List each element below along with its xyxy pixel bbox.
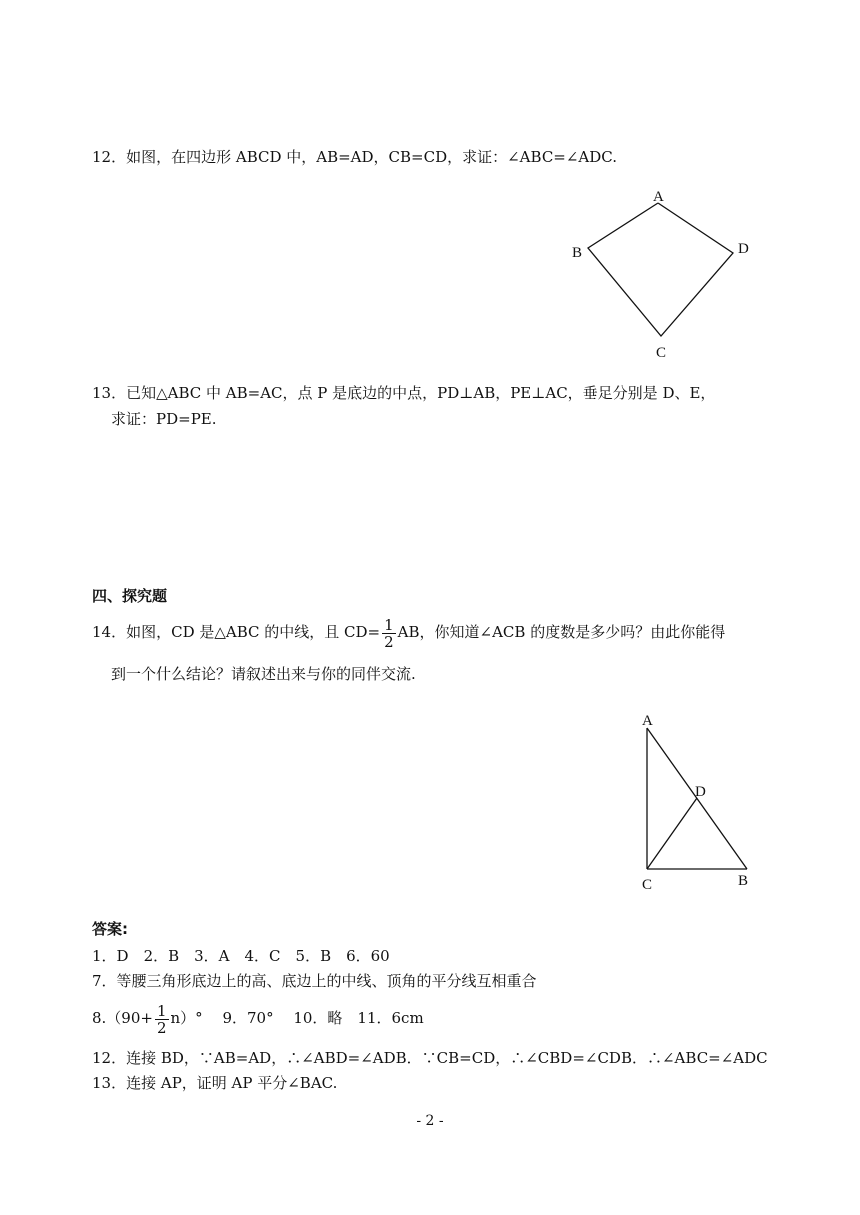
answers-line-1: 1．D 2．B 3．A 4．C 5．B 6．60: [92, 947, 390, 965]
fig14-label-a: A: [642, 713, 653, 729]
answers-line-3: [92, 998, 424, 1038]
fig12-label-a: A: [653, 189, 664, 205]
answers-8-fraction-denominator: 2: [156, 1018, 167, 1037]
question-13-line-1: 13．已知△ABC 中 AB=AC，点 P 是底边的中点，PD⊥AB，PE⊥AC，垂足分别是 D、E，: [92, 384, 716, 402]
fig12-label-c: C: [656, 345, 667, 361]
answers-8-fraction: [155, 1003, 169, 1036]
segment-cd: [647, 798, 697, 869]
fig14-label-c: C: [642, 877, 653, 893]
fig14-label-b: B: [738, 873, 749, 889]
section-4-title: 四、探究题: [92, 587, 168, 605]
fig14-label-d: D: [695, 784, 706, 800]
answers-line-5: 13．连接 AP，证明 AP 平分∠BAC.: [92, 1074, 338, 1092]
question-13-line-2: 求证：PD=PE.: [111, 410, 217, 428]
question-14-line-2: 到一个什么结论？请叙述出来与你的同伴交流.: [111, 665, 416, 683]
page-number: - 2 -: [416, 1113, 444, 1129]
q14-prefix: 14．如图，CD 是△ABC 的中线，且 CD=: [92, 623, 381, 641]
answers-line-2: 7．等腰三角形底边上的高、底边上的中线、顶角的平分线互相重合: [92, 972, 537, 990]
question-12: 12．如图，在四边形 ABCD 中，AB=AD，CB=CD，求证：∠ABC=∠ADC.: [92, 148, 618, 166]
q14-suffix: AB，你知道∠ACB 的度数是多少吗？由此你能得: [397, 623, 726, 641]
fig12-label-b: B: [572, 245, 583, 261]
q14-fraction-denominator: 2: [384, 632, 394, 651]
q14-fraction-numerator: 1: [384, 615, 394, 634]
answers-line-4: 12．连接 BD，∵AB=AD，∴∠ABD=∠ADB．∵CB=CD，∴∠CBD=∠CDB．∴∠ABC=∠ADC: [92, 1049, 768, 1067]
answers-8-suffix: n）° 9．70° 10．略 11．6cm: [170, 1009, 424, 1027]
answers-title: 答案:: [92, 920, 128, 938]
answers-8-prefix: 8.（90+: [92, 1009, 153, 1027]
fig12-label-d: D: [738, 241, 749, 257]
answers-8-fraction-numerator: 1: [156, 1001, 167, 1020]
